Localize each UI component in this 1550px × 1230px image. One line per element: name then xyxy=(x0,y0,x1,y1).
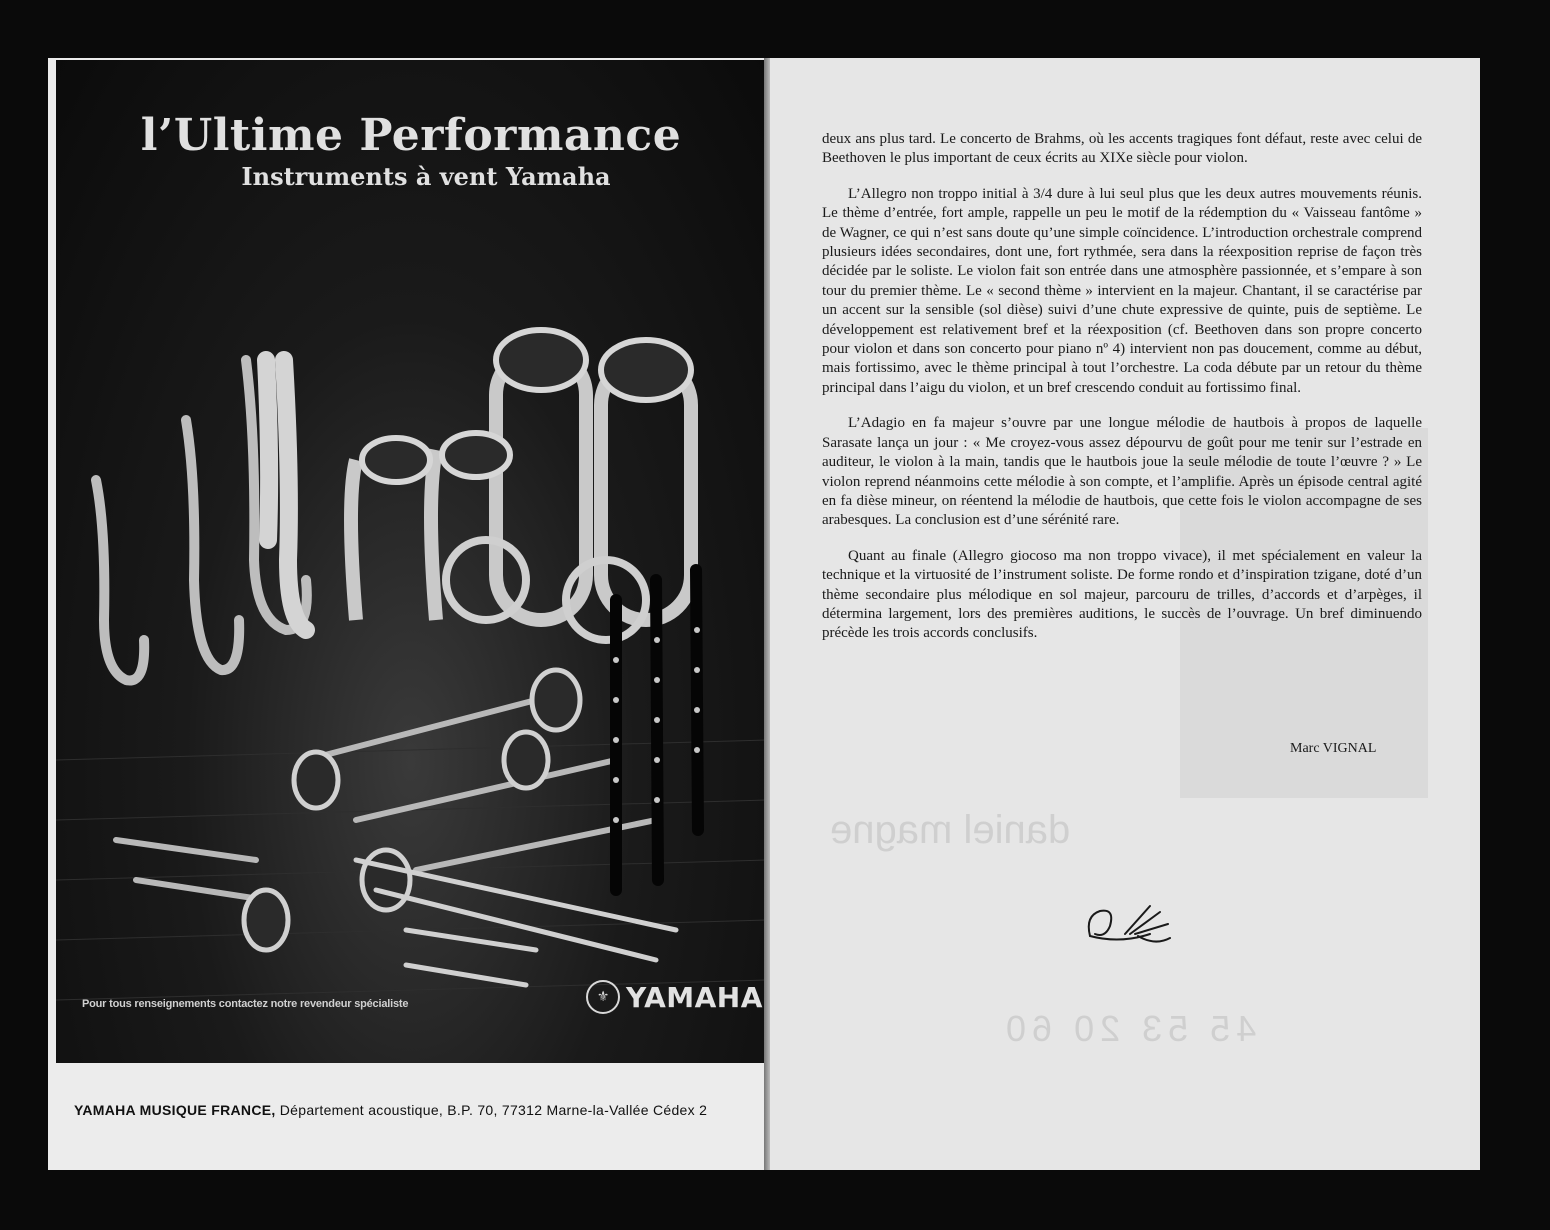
left-page-advertisement xyxy=(48,58,768,1170)
right-page-program-notes xyxy=(770,58,1480,1170)
ad-contact-line: Pour tous renseignements contactez notre revendeur spécialiste xyxy=(82,998,409,1010)
bleed-through-phone: 45 53 20 60 xyxy=(1000,1008,1257,1049)
paragraph-allegro: L’Allegro non troppo initial à 3/4 dure à lui seul plus que les deux autres mouvements réunis. Le thème d’entrée, fort ample, rappelle un peu le motif de la rédemption du « Vaisseau fantôme » de Wagner, ce qui n’est sans doute qu’une simple coïncidence. L’introduction orchestrale comprend plusieurs idées secondaires, dont une, fort rythmée, sera dans la réexposition reprise de façon très décidée par le soliste. Le violon fait son entrée dans une atmosphère passionnée, et s’empare à son tour du premier thème. Le « second thème » intervient en la majeur. Chantant, il se caractérise par un accent sur la sensible (sol dièse) suivi d’une chute expressive de quinte, puis de septième. Le développement est relativement bref et la réexposition (cf. Beethoven dans son propre concerto pour violon et dans son concerto pour piano nº 4) intervient non pas doucement, comme au début, mais fortissimo, avec le thème principal à tout l’orchestre. La coda débute par un retour du thème principal dans l’aigu du violon, et un bref crescendo conduit au fortissimo final. xyxy=(822,185,1422,396)
ad-headline: l’Ultime Performance xyxy=(140,110,682,161)
instruments-photo xyxy=(56,60,766,1063)
article-body xyxy=(822,130,1422,660)
decorative-flourish-icon xyxy=(1080,896,1180,956)
paragraph-intro: deux ans plus tard. Le concerto de Brahms, où les accents tragiques font défaut, reste avec celui de Beethoven le plus important de ceux écrits au XIXe siècle pour violon. xyxy=(822,131,1422,167)
footer-company: YAMAHA MUSIQUE FRANCE, xyxy=(74,1102,276,1118)
wind-instruments-illustration xyxy=(56,60,766,1063)
brand-name: YAMAHA xyxy=(626,980,763,1014)
yamaha-logo xyxy=(586,980,763,1014)
author-signature: Marc VIGNAL xyxy=(1290,741,1377,756)
paragraph-finale: Quant au finale (Allegro giocoso ma non troppo vivace), il met spécialement en valeur la technique et la virtuosité de l’instrument soliste. De forme rondo et d’inspiration tzigane, doté d’un thème secondaire plus mélodique en sol majeur, parcouru de trilles, d’accords et d’arpèges, il détermina largement, lors des premières auditions, le succès de l’ouvrage. Un bref diminuendo précède les trois accords conclusifs. xyxy=(822,547,1422,642)
ad-footer-address xyxy=(74,1102,707,1118)
tuning-fork-emblem-icon: ⚜ xyxy=(586,980,620,1014)
ad-subheadline: Instruments à vent Yamaha xyxy=(241,162,611,191)
bleed-through-name: daniel magne xyxy=(830,808,1071,852)
footer-address: Département acoustique, B.P. 70, 77312 Marne-la-Vallée Cédex 2 xyxy=(275,1102,708,1118)
paragraph-adagio: L’Adagio en fa majeur s’ouvre par une longue mélodie de hautbois à propos de laquelle Sarasate lança un jour : « Me croyez-vous assez dépourvu de goût pour me tenir sur l’estrade en auditeur, le violon à la main, tandis que le hautbois joue la seule mélodie de toute l’œuvre ? » Le violon reprend néanmoins cette mélodie à son compte, et l’amplifie. Après un épisode central agité en fa dièse mineur, on réentend la mélodie de hautbois, que cette fois le violon accompagne de ses arabesques. La conclusion est d’une sérénité rare. xyxy=(822,415,1422,529)
